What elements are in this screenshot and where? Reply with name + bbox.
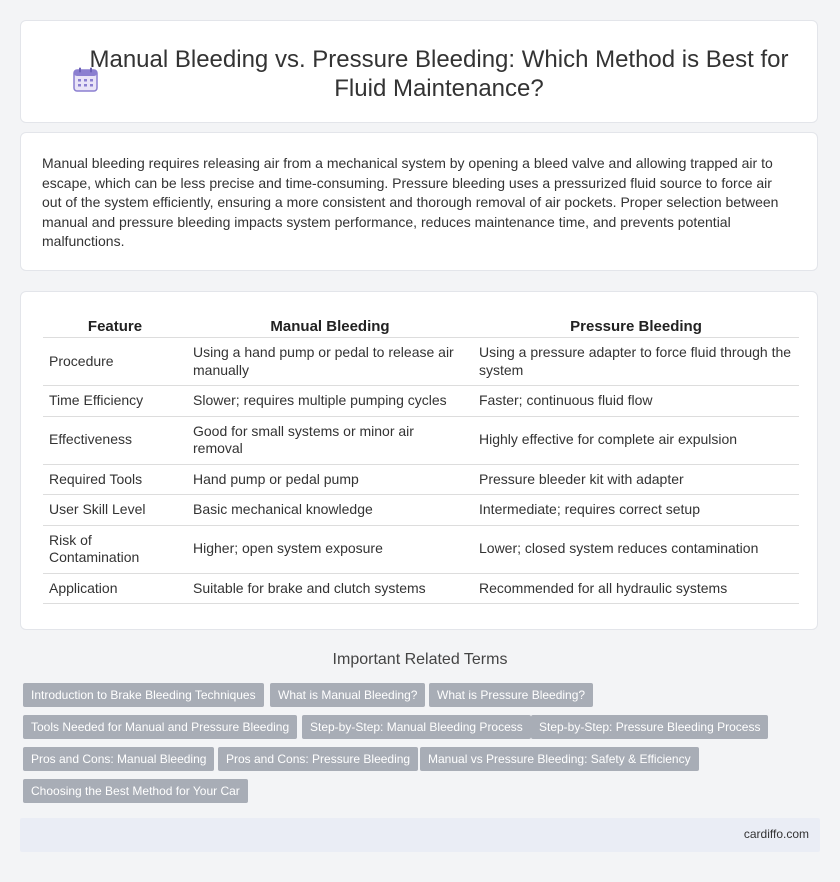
comparison-table — [43, 314, 799, 604]
column-header: Feature — [43, 314, 187, 338]
table-row — [43, 417, 799, 465]
table-cell: Slower; requires multiple pumping cycles — [187, 386, 473, 417]
page-title: Manual Bleeding vs. Pressure Bleeding: Which Method is Best for Fluid Maintenance? — [89, 46, 789, 102]
table-cell: Suitable for brake and clutch systems — [187, 574, 473, 605]
table-cell: Highly effective for complete air expulsion — [473, 417, 799, 465]
table-cell: Lower; closed system reduces contamination — [473, 526, 799, 574]
related-term-tag[interactable]: What is Manual Bleeding? — [270, 683, 425, 707]
related-term-tag[interactable]: What is Pressure Bleeding? — [429, 683, 593, 707]
related-term-tag[interactable]: Tools Needed for Manual and Pressure Bleeding — [23, 715, 297, 739]
footer — [20, 818, 820, 852]
table-cell: Good for small systems or minor air removal — [187, 417, 473, 465]
related-term-tag[interactable]: Step-by-Step: Pressure Bleeding Process — [531, 715, 768, 739]
intro-card — [20, 132, 818, 271]
table-cell: Effectiveness — [43, 417, 187, 465]
column-header: Manual Bleeding — [187, 314, 473, 338]
related-term-tag[interactable]: Choosing the Best Method for Your Car — [23, 779, 248, 803]
related-term-tag[interactable]: Step-by-Step: Manual Bleeding Process — [302, 715, 531, 739]
table-row — [43, 574, 799, 605]
table-header-row — [43, 314, 799, 338]
intro-paragraph: Manual bleeding requires releasing air from a mechanical system by opening a bleed valve and allowing trapped air to escape, which can be less precise and time-consuming. Pressure bleeding uses a pressurized fluid source to force air out of the system efficiently, ensuring a more consistent and thorough removal of air pockets. Proper selection between manual and pressure bleeding impacts system performance, reduces maintenance time, and prevents potential malfunctions. — [42, 155, 779, 250]
site-name[interactable]: cardiffo.com — [743, 827, 809, 841]
comparison-table-card — [20, 291, 818, 630]
related-terms-heading: Important Related Terms — [332, 651, 508, 668]
table-row — [43, 386, 799, 417]
table-cell: Hand pump or pedal pump — [187, 465, 473, 496]
related-term-tag[interactable]: Manual vs Pressure Bleeding: Safety & Efficiency — [420, 747, 699, 771]
related-term-tag[interactable]: Pros and Cons: Manual Bleeding — [23, 747, 214, 771]
table-cell: Risk of Contamination — [43, 526, 187, 574]
table-row — [43, 338, 799, 386]
column-header: Pressure Bleeding — [473, 314, 799, 338]
table-cell: Required Tools — [43, 465, 187, 496]
table-cell: Higher; open system exposure — [187, 526, 473, 574]
table-cell: User Skill Level — [43, 495, 187, 526]
title-card — [20, 20, 818, 123]
table-cell: Application — [43, 574, 187, 605]
table-row — [43, 526, 799, 574]
table-cell: Recommended for all hydraulic systems — [473, 574, 799, 605]
table-cell: Procedure — [43, 338, 187, 386]
table-cell: Using a pressure adapter to force fluid through the system — [473, 338, 799, 386]
table-cell: Basic mechanical knowledge — [187, 495, 473, 526]
table-cell: Using a hand pump or pedal to release air manually — [187, 338, 473, 386]
table-cell: Faster; continuous fluid flow — [473, 386, 799, 417]
table-cell: Intermediate; requires correct setup — [473, 495, 799, 526]
table-cell: Time Efficiency — [43, 386, 187, 417]
related-term-tag[interactable]: Introduction to Brake Bleeding Techniques — [23, 683, 264, 707]
table-row — [43, 465, 799, 496]
table-row — [43, 495, 799, 526]
related-term-tag[interactable]: Pros and Cons: Pressure Bleeding — [218, 747, 418, 771]
table-cell: Pressure bleeder kit with adapter — [473, 465, 799, 496]
